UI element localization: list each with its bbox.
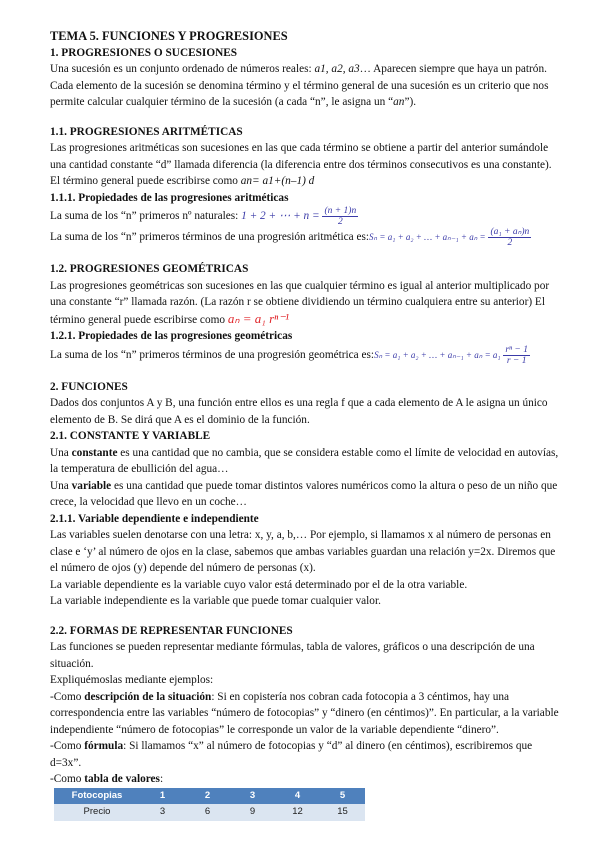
values-table-row — [54, 804, 365, 821]
heading-dependiente-independiente: 2.1.1. Variable dependiente e independiente — [50, 512, 259, 525]
paragraph-formula: -Como fórmula: Si llamamos “x” al número de fotocopias y “d” al dinero (en céntimos), escribiremos que d=3x”. — [50, 740, 533, 769]
paragraph-variable-independiente: La variable independiente es la variable que puede tomar cualquier valor. — [50, 595, 381, 607]
sum-arithmetic-fraction: $\frac{\text{(a₁ + aₙ)n}}{2}$ — [490, 227, 530, 248]
table-cell: 2 — [185, 788, 230, 805]
sum-geometric-fraction: $\frac{\text{rⁿ − 1}}{r - 1}$ — [505, 344, 528, 366]
paragraph-aritmeticas: Las progresiones aritméticas son sucesiones en las que cada término se obtiene a partir del anterior sumándole una cantidad constante “d” llamada diferencia (la diferencia entre dos términos consecutivos es una constante). El término general puede escribirse como an= a1+(n–1) d — [50, 142, 552, 187]
sum-geometric-lhs: Sₙ = a₁ + a₂ + … + aₙ₋₁ + aₙ = a₁ — [374, 349, 501, 360]
table-cell: 3 — [140, 804, 185, 821]
geometric-general-term: aₙ = a₁ rⁿ⁻¹ — [227, 310, 289, 326]
heading-progresiones: 1. PROGRESIONES O SUCESIONES — [50, 46, 238, 59]
document-page — [50, 28, 560, 821]
table-cell: 9 — [230, 804, 275, 821]
paragraph-funciones: Dados dos conjuntos A y B, una función entre ellos es una regla f que a cada elemento de A le asigna un único elemento de B. Se dirá que A es el dominio de la función. — [50, 397, 548, 426]
sum-geometric-line: La suma de los “n” primeros términos de una progresión geométrica es:Sₙ = a₁ + a₂ + … + aₙ₋₁ + aₙ = a₁ $\frac{\text{rⁿ − 1}}{r - 1}$ — [50, 344, 528, 366]
table-cell: 15 — [320, 804, 365, 821]
table-cell: 5 — [320, 788, 365, 805]
paragraph-variable-dependiente: La variable dependiente es la variable cuyo valor está determinado por el de la otra variable. — [50, 578, 468, 591]
table-cell: Precio — [54, 804, 140, 821]
table-cell: 1 — [140, 788, 185, 805]
paragraph-tabla: -Como tabla de valores: — [50, 773, 164, 785]
values-table-header — [54, 788, 365, 805]
paragraph-variable: Una variable es una cantidad que puede tomar distintos valores numéricos como la altura o peso de un niño que crece, la velocidad que llevo en un coche… — [50, 479, 558, 508]
table-cell: 4 — [275, 788, 320, 805]
heading-aritmeticas: 1.1. PROGRESIONES ARITMÉTICAS — [50, 125, 243, 138]
table-cell: Fotocopias — [54, 788, 140, 805]
heading-propiedades-geometricas: 1.2.1. Propiedades de las progresiones geométricas — [50, 330, 293, 342]
sum-naturals-fraction: $\frac{(n + 1)n}{2}$ — [324, 206, 357, 227]
values-table — [54, 788, 365, 821]
heading-propiedades-aritmeticas: 1.1.1. Propiedades de las progresiones aritméticas — [50, 191, 289, 204]
paragraph-formas: Las funciones se pueden representar mediante fórmulas, tabla de valores, gráficos o una descripción de una situación. — [50, 641, 535, 670]
document-title: TEMA 5. FUNCIONES Y PROGRESIONES — [50, 29, 288, 43]
heading-funciones: 2. FUNCIONES — [50, 380, 128, 393]
paragraph-variables-ejemplo: Las variables suelen denotarse con una letra: x, y, a, b,… Por ejemplo, si llamamos x al número de personas en clase e ‘y’ al número de ojos en la clase, sabemos que ambas variables guardan una relación y=2x. Diremos que el número de ojos (y) depende del número de personas (x). — [50, 529, 556, 574]
table-cell: 12 — [275, 804, 320, 821]
sum-naturals-lhs: 1 + 2 + ⋯ + n = — [241, 210, 320, 223]
paragraph-descripcion: -Como descripción de la situación: Si en copistería nos cobran cada fotocopia a 3 céntimos, hay una correspondencia entre las variables “número de fotocopias” y “dinero (en céntimos)”. En particular, a la variable independiente “número de fotocopias” le corresponde un valor de la variable dependiente “dinero”. — [50, 690, 559, 736]
heading-geometricas: 1.2. PROGRESIONES GEOMÉTRICAS — [50, 263, 249, 275]
paragraph-geometricas: Las progresiones geométricas son sucesiones en las que cualquier término es igual al anterior multiplicado por una constante “r” llamada razón. (La razón r se obtiene dividiendo un término cualquiera entre su anterior) El término general puede escribirse como aₙ = a₁ rⁿ⁻¹ — [50, 279, 550, 326]
sum-arithmetic-line: La suma de los “n” primeros términos de una progresión aritmética es:Sₙ = a₁ + a₂ + … + aₙ₋₁ + aₙ = $\frac{\text{(a₁ + aₙ)n}}{2}$ — [50, 227, 530, 248]
heading-formas-representar: 2.2. FORMAS DE REPRESENTAR FUNCIONES — [50, 624, 293, 637]
table-cell: 6 — [185, 804, 230, 821]
table-cell: 3 — [230, 788, 275, 805]
sum-arithmetic-lhs: Sₙ = a₁ + a₂ + … + aₙ₋₁ + aₙ = — [369, 232, 486, 243]
paragraph-sucesion: Una sucesión es un conjunto ordenado de números reales: a1, a2, a3… Aparecen siempre que haya un patrón. Cada elemento de la sucesión se denomina término y el término general de una sucesión es un criterio que nos permite calcular cualquier término de la sucesión (a cada “n”, le asigna un “an”). — [50, 63, 549, 108]
heading-constante-variable: 2.1. CONSTANTE Y VARIABLE — [50, 430, 211, 442]
sum-naturals-line: La suma de los “n” primeros nº naturales: 1 + 2 + ⋯ + n = $\frac{(n + 1)n}{2}$ — [50, 206, 357, 227]
paragraph-ejemplos: Expliquémoslas mediante ejemplos: — [50, 674, 214, 686]
paragraph-constante: Una constante es una cantidad que no cambia, que se considera estable como el límite de velocidad en autovías, la temperatura de ebullición del agua… — [50, 446, 559, 475]
